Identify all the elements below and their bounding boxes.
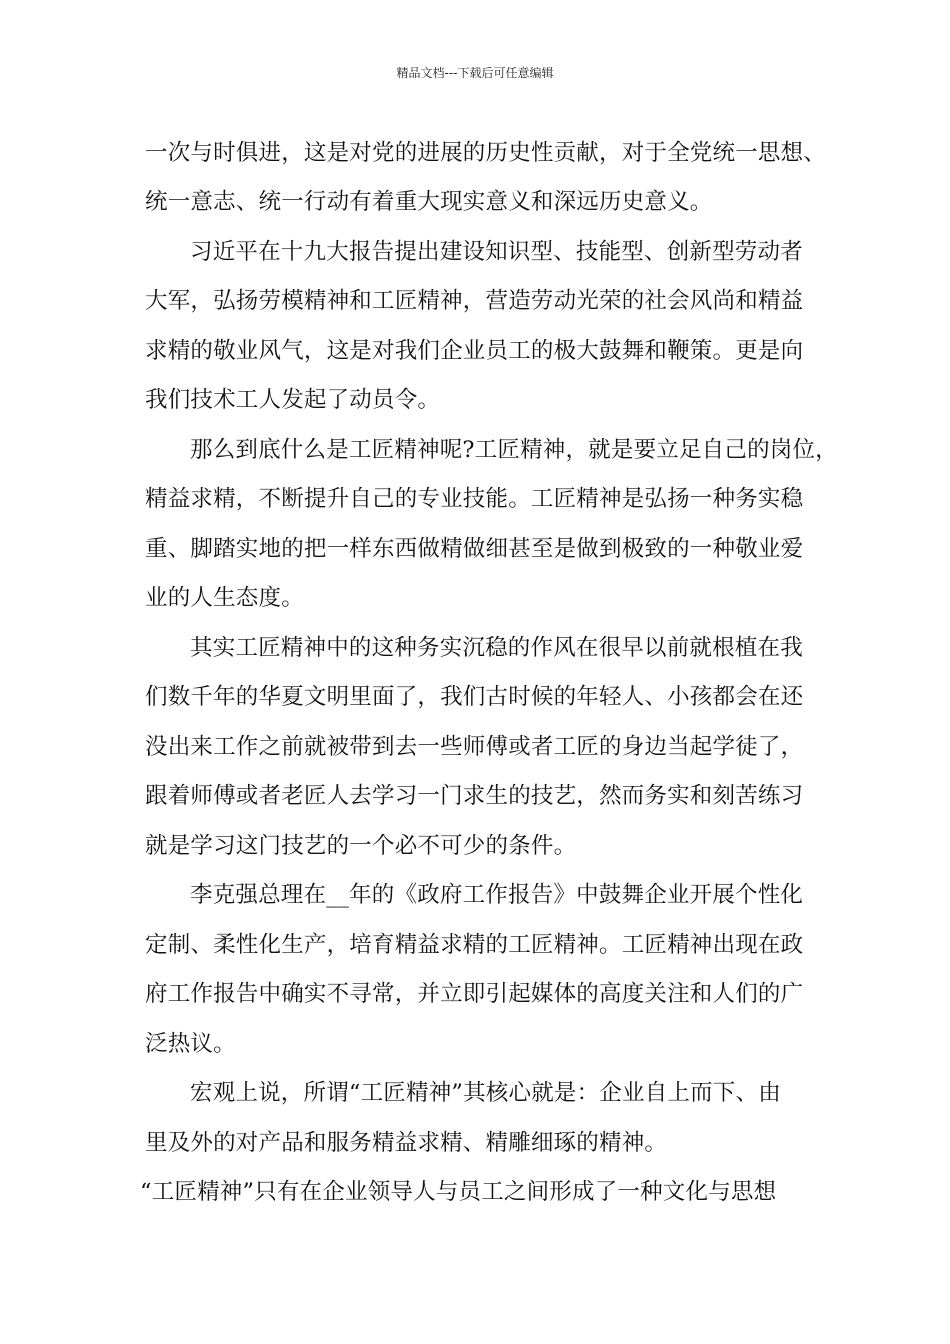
text-line: 其实工匠精神中的这种务实沉稳的作风在很早以前就根植在我 bbox=[190, 635, 803, 661]
text-line: 跟着师傅或者老匠人去学习一门求生的技艺，然而务实和刻苦练习 bbox=[145, 783, 804, 809]
text-line: 李克强总理在__年的《政府工作报告》中鼓舞企业开展个性化 bbox=[190, 882, 804, 908]
text-line: 习近平在十九大报告提出建设知识型、技能型、创新型劳动者 bbox=[190, 239, 803, 265]
text-line: 定制、柔性化生产，培育精益求精的工匠精神。工匠精神出现在政 bbox=[145, 932, 804, 958]
text-line: 泛热议。 bbox=[145, 1031, 236, 1057]
text-line: 我们技术工人发起了动员令。 bbox=[145, 387, 441, 413]
text-line: 里及外的对产品和服务精益求精、精雕细琢的精神。 bbox=[145, 1130, 668, 1156]
text-line: 宏观上说，所谓“工匠精神”其核心就是：企业自上而下、由 bbox=[190, 1080, 781, 1106]
text-line: 没出来工作之前就被带到去一些师傅或者工匠的身边当起学徒了， bbox=[145, 734, 804, 760]
text-line: 府工作报告中确实不寻常，并立即引起媒体的高度关注和人们的广 bbox=[145, 981, 804, 1007]
text-line: 求精的敬业风气，这是对我们企业员工的极大鼓舞和鞭策。更是向 bbox=[145, 338, 804, 364]
text-line: 统一意志、统一行动有着重大现实意义和深远历史意义。 bbox=[145, 189, 713, 215]
text-line: 就是学习这门技艺的一个必不可少的条件。 bbox=[145, 833, 577, 859]
text-line: 重、脚踏实地的把一样东西做精做细甚至是做到极致的一种敬业爱 bbox=[145, 536, 804, 562]
text-line: 业的人生态度。 bbox=[145, 585, 304, 611]
text-line: 一次与时俱进，这是对党的进展的历史性贡献，对于全党统一思想、 bbox=[145, 140, 827, 166]
text-line: 们数千年的华夏文明里面了，我们古时候的年轻人、小孩都会在还 bbox=[145, 684, 804, 710]
page-header: 精品文档---下载后可任意编辑 bbox=[396, 66, 554, 80]
text-line: 精益求精，不断提升自己的专业技能。工匠精神是弘扬一种务实稳 bbox=[145, 486, 804, 512]
text-line: 大军，弘扬劳模精神和工匠精神，营造劳动光荣的社会风尚和精益 bbox=[145, 288, 804, 314]
text-line: “工匠精神”只有在企业领导人与员工之间形成了一种文化与思想 bbox=[140, 1179, 777, 1205]
text-line: 那么到底什么是工匠精神呢?工匠精神，就是要立足自己的岗位， bbox=[190, 437, 838, 463]
